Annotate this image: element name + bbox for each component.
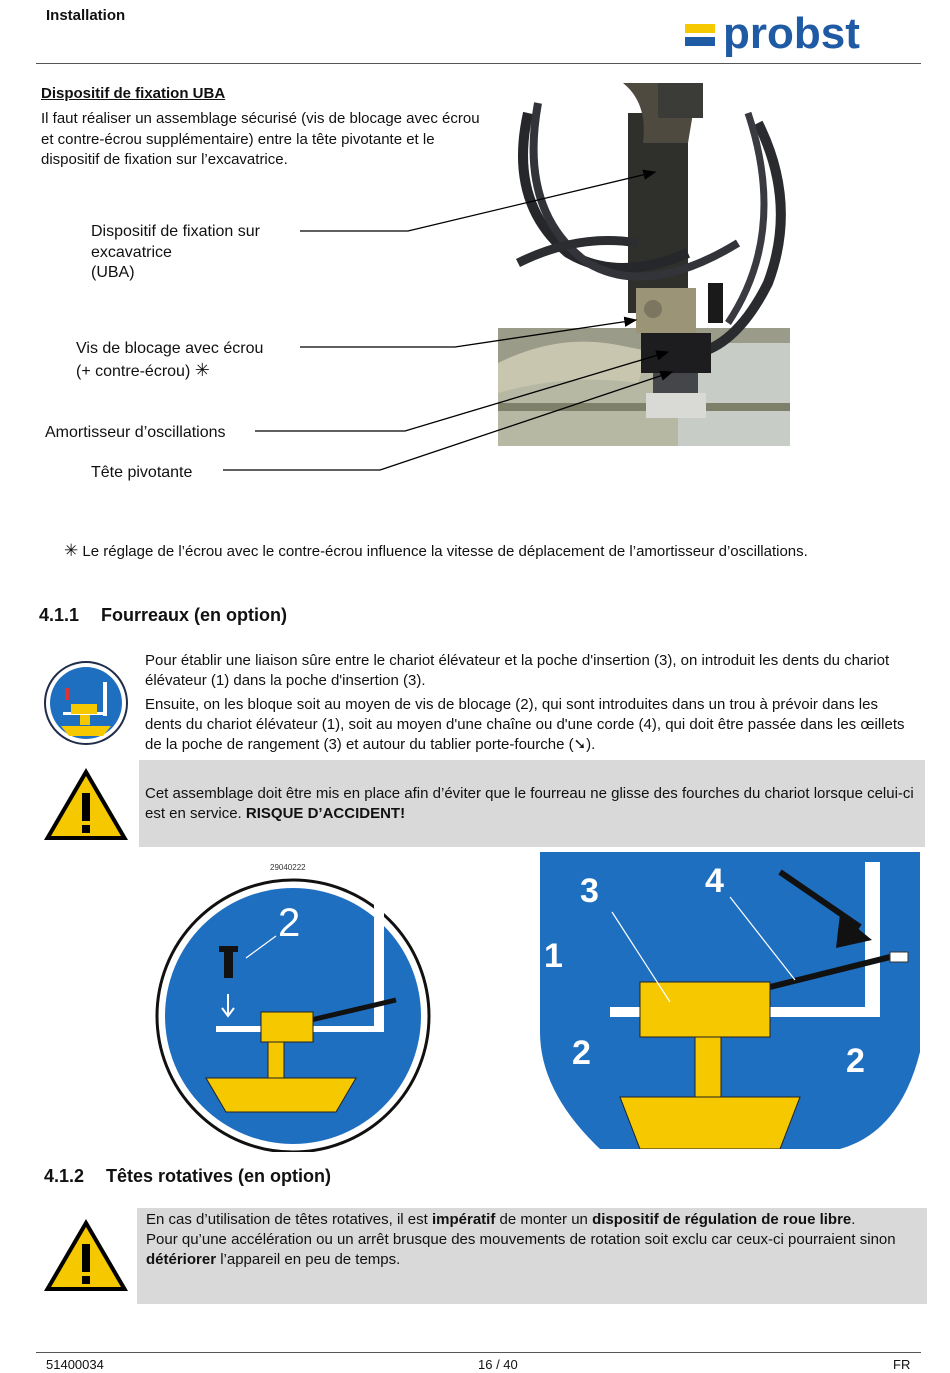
probst-logo [683, 10, 915, 58]
star-icon: ✳ [64, 541, 79, 560]
warning-triangle-icon [42, 1216, 130, 1294]
label-uba: Dispositif de fixation sur excavatrice (UBA) [91, 223, 260, 281]
label-screw: Vis de blocage avec écrou (+ contre-écrou) ✳ [76, 340, 264, 380]
svg-text:29040222: 29040222 [270, 863, 306, 872]
logo-text: probst [723, 10, 860, 58]
fork-pocket-info-icon [43, 660, 129, 746]
warning-box-rotator: En cas d’utilisation de têtes rotatives, il est impératif de monter un dispositif de régulation de roue libre. Pour qu’une accélération ou un arrêt brusque des mouvements de rotation soit exclu car ceux-ci pourraient sinon détériorer l’appareil en peu de temps. [137, 1208, 927, 1304]
label-damper: Amortisseur d’oscillations [45, 424, 226, 441]
arrow-icon: ➘ [573, 736, 587, 753]
uba-title: Dispositif de fixation UBA [41, 85, 226, 102]
footer-doc-number: 51400034 [46, 1357, 104, 1372]
rotator-photo [498, 83, 790, 446]
header-title: Installation [46, 7, 126, 24]
svg-text:2: 2 [572, 1034, 591, 1072]
pocket-para-1: Pour établir une liaison sûre entre le chariot élévateur et la poche d'insertion (3), on introduit les dents du chariot élévateur (1) dans la poche d'insertion (3). [145, 652, 890, 689]
svg-text:3: 3 [580, 872, 599, 910]
warning-box-pocket: Cet assemblage doit être mis en place afin d’éviter que le fourreau ne glisse des fourches du chariot lorsque celui-ci est en service. RISQUE D’ACCIDENT! [139, 760, 925, 847]
star-icon: ✳ [194, 359, 210, 380]
header-divider [36, 63, 921, 64]
footer-divider [36, 1352, 921, 1353]
uba-intro: Il faut réaliser un assemblage sécurisé (vis de blocage avec écrou et contre-écrou supplémentaire) entre la tête pivotante et le dispositif de fixation sur l’excavatrice. [41, 110, 480, 168]
adjustment-note: ✳ Le réglage de l’écrou avec le contre-écrou influence la vitesse de déplacement de l’amortisseur d’oscillations. [64, 541, 808, 560]
figure-locking-screw [146, 852, 436, 1152]
section-411-heading: 4.1.1 Fourreaux (en option) [39, 605, 287, 625]
warning-triangle-icon [42, 765, 130, 843]
section-412-heading: 4.1.2 Têtes rotatives (en option) [44, 1166, 332, 1186]
footer-page-number: 16 / 40 [478, 1357, 518, 1372]
pocket-para-2: Ensuite, on les bloque soit au moyen de vis de blocage (2), qui sont introduites dans un trou à prévoir dans les dents du chariot élévateur (1), soit au moyen d'une chaîne ou d'une corde (4), qui doit être passée dans les œillets de la poche de rangement (3) et autour du tablier porte-fourche (➘). [145, 696, 905, 753]
figure-chain-rope [540, 852, 920, 1149]
svg-text:1: 1 [544, 937, 563, 975]
footer-language: FR [893, 1357, 911, 1372]
label-rotator: Tête pivotante [91, 464, 193, 481]
svg-text:2: 2 [278, 901, 301, 945]
svg-text:2: 2 [846, 1042, 865, 1080]
svg-text:4: 4 [705, 862, 724, 900]
